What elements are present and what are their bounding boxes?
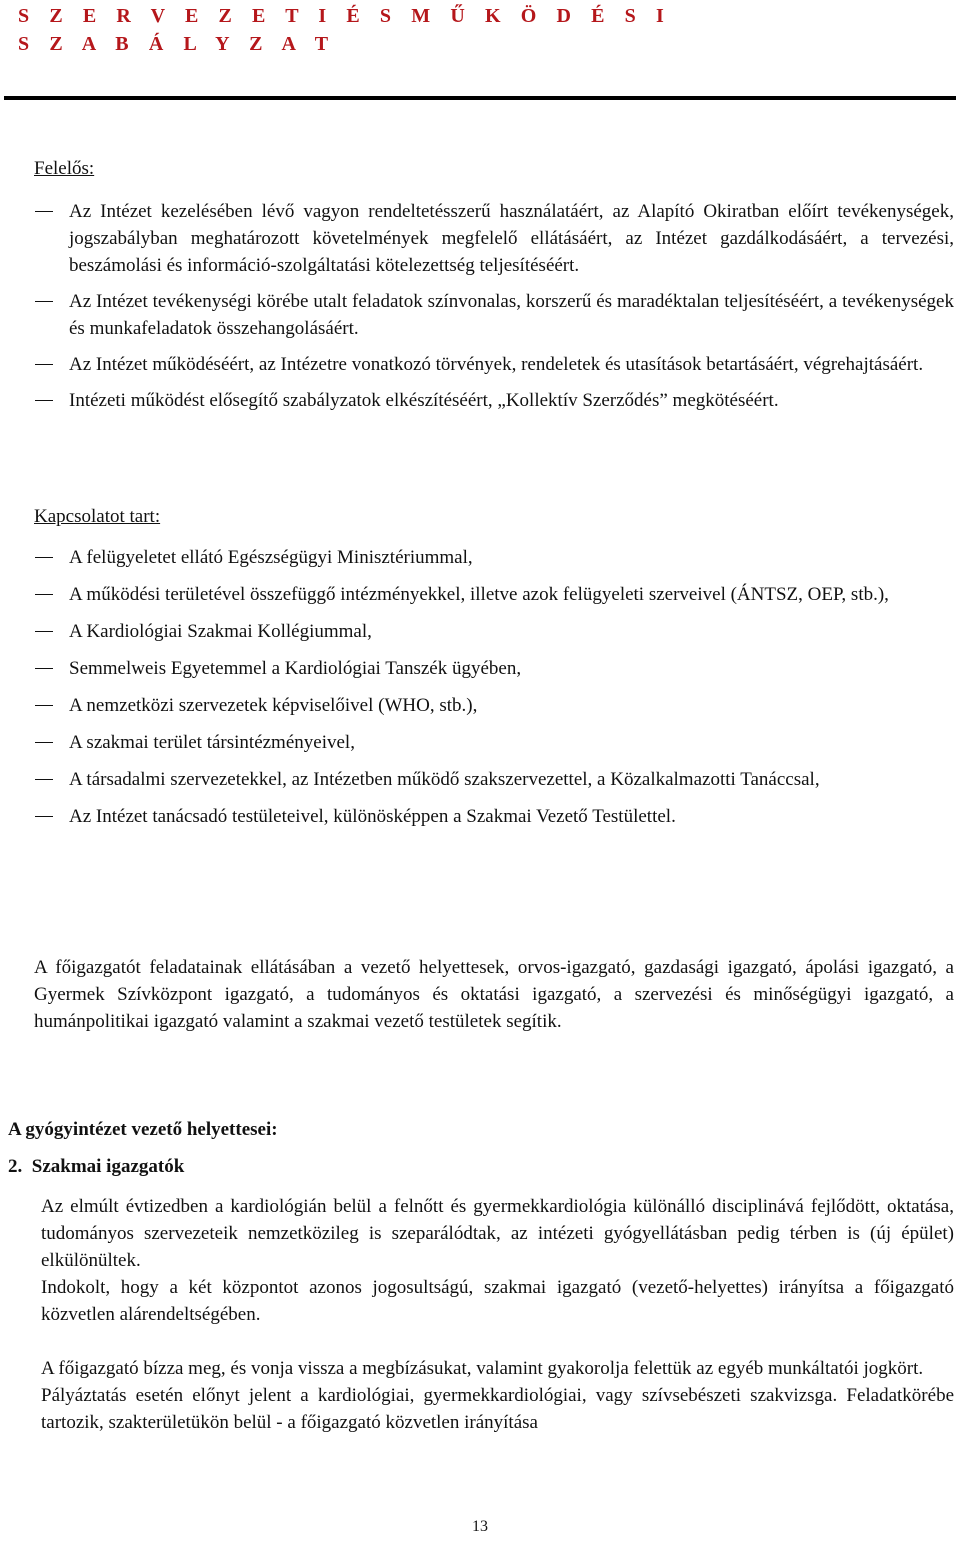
list-item-text: A nemzetközi szervezetek képviselőivel (WHO, stb.), [69,695,478,716]
section-heading-text: 2. Szakmai igazgatók [8,1156,185,1177]
list-item [34,198,954,279]
list-item-text: Semmelweis Egyetemmel a Kardiológiai Tanszék ügyében, [69,658,522,679]
list-item-text: A szakmai terület társintézményeivel, [69,732,355,753]
list-item [34,581,954,608]
deputies-heading-text: A gyógyintézet vezető helyettesei: [8,1119,278,1140]
list-item [34,618,954,645]
section-body [41,1193,954,1436]
contacts-list [34,544,954,830]
list-item-text: Az Intézet működéséért, az Intézetre vonatkozó törvények, rendeletek és utasítások betartásáért, végrehajtásáért. [69,354,924,375]
header-rule [4,96,956,100]
contacts-heading [34,506,160,528]
list-item [34,351,954,378]
section-paragraph: A főigazgató bízza meg, és vonja vissza a megbízásukat, valamint gyakorolja felettük az egyéb munkáltatói jogkört. [41,1358,924,1379]
header-title-line2: S Z A B Á L Y Z A T [18,33,336,55]
list-item-text: A Kardiológiai Szakmai Kollégiummal, [69,621,372,642]
list-item-text: Az Intézet tevékenységi körébe utalt feladatok színvonalas, korszerű és maradéktalan teljesítéséért, a tevékenységek és munkafeladatok összehangolásáért. [69,291,954,339]
section-paragraph: Az elmúlt évtizedben a kardiológián belül a felnőtt és gyermekkardiológia különálló disciplinává fejlődött, oktatása, tudományos szervezeteik nemzetközileg is szeparálódtak, az intézeti gyógyellátásban pedig térben is (új épület) elkülönültek. [41,1196,954,1271]
list-item [34,387,954,414]
assist-paragraph [34,954,954,1035]
list-item-text: Az Intézet kezelésében lévő vagyon rendeltetésszerű használatáért, az Alapító Okiratban előírt tevékenységek, jogszabályban meghatározott követelmények megfelelő ellátásáért, az Intézet gazdálkodásáért, a tervezési, beszámolási és információ-szolgáltatási kötelezettség teljesítéséért. [69,201,954,276]
list-item [34,288,954,342]
list-item [34,544,954,571]
section-paragraph: Pályáztatás esetén előnyt jelent a kardiológiai, gyermekkardiológiai, vagy szívsebészeti szakvizsga. Feladatkörébe tartozik, szakterületükön belül - a főigazgató közvetlen irányítása [41,1385,954,1433]
contacts-heading-text: Kapcsolatot tart: [34,506,161,527]
list-item [34,803,954,830]
assist-paragraph-text: A főigazgatót feladatainak ellátásában a vezető helyettesek, orvos-igazgató, gazdasági igazgató, ápolási igazgató, a Gyermek Szívközpont igazgató, a tudományos és oktatási igazgató, a szervezési és minőségügyi igazgató, a humánpolitikai igazgató valamint a szakmai vezető testületek segítik. [34,957,954,1032]
responsible-list [34,198,954,414]
responsible-heading-text: Felelős: [34,158,95,179]
header-title-line1: S Z E R V E Z E T I É S M Ű K Ö D É S I [18,5,672,27]
list-item [34,729,954,756]
list-item-text: Az Intézet tanácsadó testületeivel, különösképpen a Szakmai Vezető Testülettel. [69,806,676,827]
list-item-text: Intézeti működést elősegítő szabályzatok elkészítéséért, „Kollektív Szerződés” megkötéséért. [69,390,779,411]
responsible-heading [34,158,94,180]
page-number: 13 [472,1518,488,1535]
section-paragraph: Indokolt, hogy a két központot azonos jogosultságú, szakmai igazgató (vezető-helyettes) irányítsa a főigazgató közvetlen alárendeltségében. [41,1277,954,1325]
list-item [34,692,954,719]
section-heading [8,1153,184,1180]
list-item-text: A felügyeletet ellátó Egészségügyi Minisztériummal, [69,547,473,568]
list-item [34,766,954,793]
document-header [18,2,671,58]
list-item-text: A társadalmi szervezetekkel, az Intézetben működő szakszervezettel, a Közalkalmazotti Tanáccsal, [69,769,820,790]
list-item-text: A működési területével összefüggő intézményekkel, illetve azok felügyeleti szerveivel (ÁNTSZ, OEP, stb.), [69,584,889,605]
deputies-heading [8,1116,278,1143]
list-item [34,655,954,682]
